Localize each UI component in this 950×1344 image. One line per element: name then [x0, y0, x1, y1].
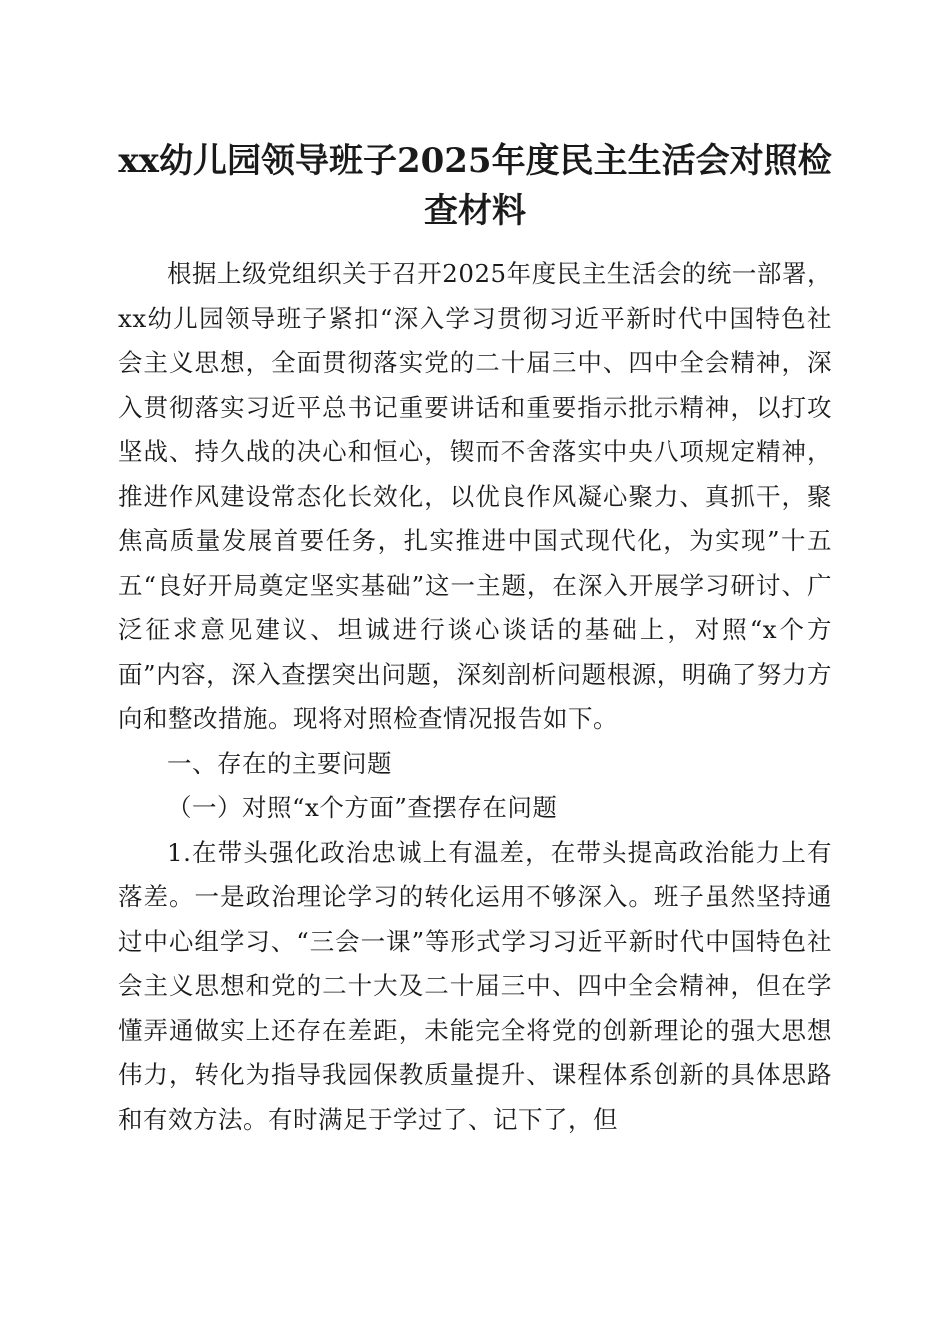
intro-paragraph: 根据上级党组织关于召开2025年度民主生活会的统一部署，xx幼儿园领导班子紧扣“深入学习贯彻习近平新时代中国特色社会主义思想，全面贯彻落实党的二十届三中、四中全会精神，深入贯彻落实习近平总书记重要讲话和重要指示批示精神，以打攻坚战、持久战的决心和恒心，锲而不舍落实中央八项规定精神，推进作风建设常态化长效化，以优良作风凝心聚力、真抓干，聚焦高质量发展首要任务，扎实推进中国式现代化，为实现”十五五“良好开局奠定坚实基础”这一主题，在深入开展学习研讨、广泛征求意见建议、坦诚进行谈心谈话的基础上，对照“x个方面”内容，深入查摆突出问题，深刻剖析问题根源，明确了努力方向和整改措施。现将对照检查情况报告如下。 [118, 259, 832, 733]
document-body [118, 252, 832, 1142]
section-heading: 一、存在的主要问题 [167, 748, 392, 778]
subsection-heading: （一）对照“x个方面”查摆存在问题 [167, 793, 558, 822]
issue-paragraph: 1.在带头强化政治忠诚上有温差，在带头提高政治能力上有落差。一是政治理论学习的转化运用不够深入。班子虽然坚持通过中心组学习、“三会一课”等形式学习习近平新时代中国特色社会主义思想和党的二十大及二十届三中、四中全会精神，但在学懂弄通做实上还存在差距，未能完全将党的创新理论的强大思想伟力，转化为指导我园保教质量提升、课程体系创新的具体思路和有效方法。有时满足于学过了、记下了，但 [118, 837, 832, 1134]
document-title: xx幼儿园领导班子2025年度民主生活会对照检查材料 [118, 141, 832, 231]
